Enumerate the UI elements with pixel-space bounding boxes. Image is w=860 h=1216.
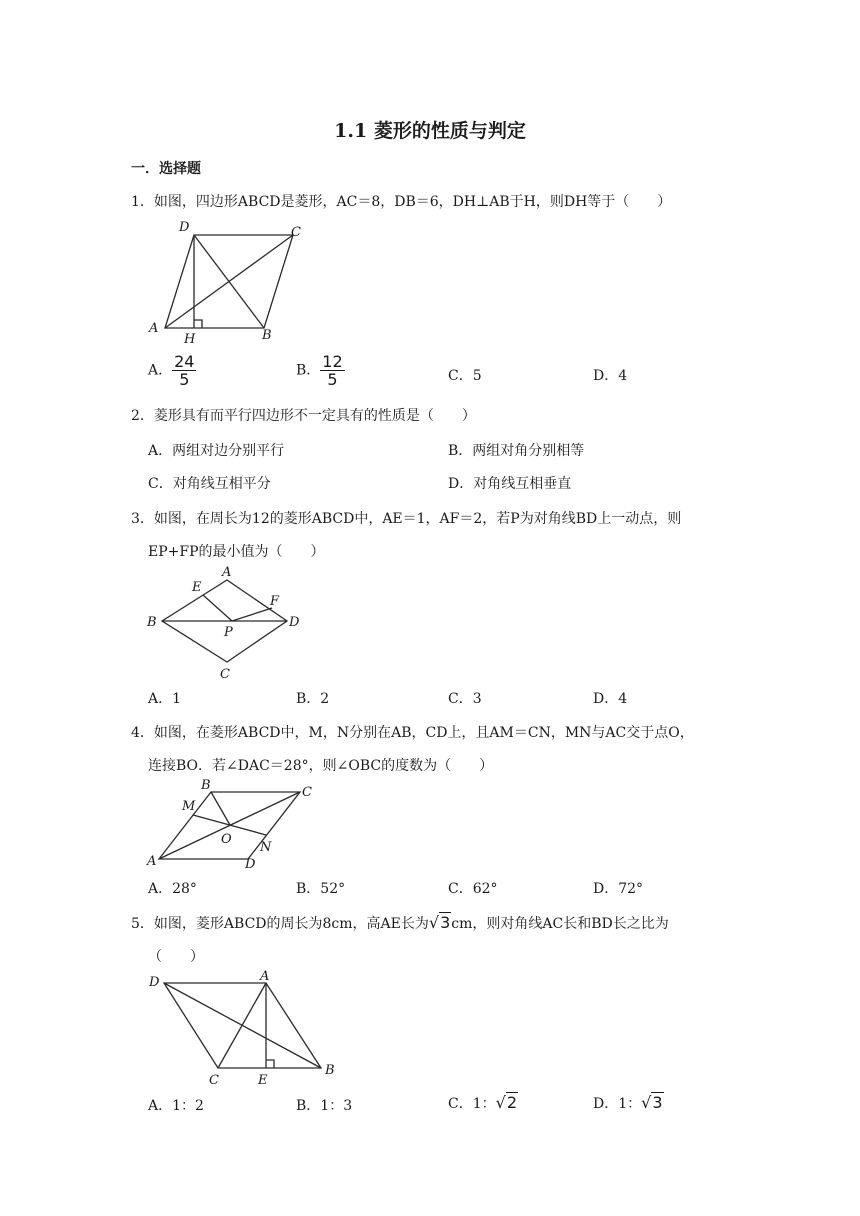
question-5-figure [140, 968, 350, 1093]
question-4-figure [140, 777, 330, 877]
q3-option-a[interactable]: A．1 [148, 691, 182, 707]
segment-fp [232, 608, 272, 621]
label-a: A [147, 854, 157, 869]
label-c: C [209, 1073, 219, 1088]
label-b: B [201, 778, 211, 793]
q1-option-d[interactable]: D．4 [593, 368, 628, 384]
question-3-stem-line1: 3．如图，在周长为12的菱形ABCD中，AE＝1，AF＝2，若P为对角线BD上一动点，则 [131, 511, 682, 527]
q2-option-b[interactable]: B．两组对角分别相等 [448, 443, 585, 459]
label-c: C [220, 667, 230, 682]
section-heading: 一．选择题 [131, 161, 201, 177]
label-e: E [258, 1073, 268, 1088]
q2-option-a[interactable]: A．两组对边分别平行 [148, 443, 285, 459]
segment-ep [203, 595, 232, 621]
question-2-stem: 2．菱形具有而平行四边形不一定具有的性质是（ ） [131, 408, 476, 424]
q3-option-d[interactable]: D．4 [593, 691, 628, 707]
q1-option-a-fraction: $\frac{24}{5}$ [174, 352, 195, 389]
q3-option-c[interactable]: C．3 [448, 691, 482, 707]
q2-option-d[interactable]: D．对角线互相垂直 [448, 476, 572, 492]
label-h: H [184, 332, 196, 347]
q4-option-c[interactable]: C．62° [448, 881, 498, 897]
question-4-stem-line1: 4．如图，在菱形ABCD中，M，N分别在AB，CD上，且AM＝CN，MN与AC交于点O， [131, 725, 694, 741]
q3-option-b[interactable]: B．2 [296, 691, 330, 707]
q1-option-c[interactable]: C．5 [448, 368, 482, 384]
label-d: D [179, 220, 190, 235]
sqrt-symbol: √2 [495, 1093, 518, 1112]
question-5-stem-line1: 5．如图，菱形ABCD的周长为8cm，高AE长为√3cm，则对角线AC长和BD长之比为 [131, 913, 669, 932]
label-m: M [182, 799, 196, 814]
diagonal-db [164, 983, 321, 1068]
q4-option-a[interactable]: A．28° [148, 881, 197, 897]
q5-option-c[interactable]: C．1：√2 [448, 1093, 518, 1112]
label-d: D [245, 857, 256, 872]
label-a: A [222, 565, 232, 580]
question-3-stem-line2: EP+FP的最小值为（ ） [148, 544, 325, 560]
sqrt-symbol: √3 [428, 913, 451, 932]
label-a: A [260, 969, 270, 984]
label-n: N [260, 840, 272, 855]
page-title: 1.1 菱形的性质与判定 [334, 120, 526, 142]
label-b: B [147, 615, 157, 630]
label-b: B [325, 1063, 335, 1078]
q4-option-d[interactable]: D．72° [593, 881, 644, 897]
q2-option-c[interactable]: C．对角线互相平分 [148, 476, 271, 492]
diagonal-db [194, 235, 264, 328]
label-d: D [149, 975, 160, 990]
label-e: E [192, 580, 202, 595]
q5-option-b[interactable]: B．1：3 [296, 1098, 353, 1114]
label-c: C [302, 785, 312, 800]
q1-option-a[interactable]: A． $\frac{24}{5}$ [148, 352, 195, 389]
label-b: B [262, 328, 272, 343]
question-1-stem: 1．如图，四边形ABCD是菱形，AC＝8，DB＝6，DH⊥AB于H，则DH等于（ ） [131, 194, 672, 210]
question-3-figure [140, 560, 320, 685]
q4-option-b[interactable]: B．52° [296, 881, 346, 897]
right-angle-mark [194, 320, 202, 328]
label-c: C [291, 225, 301, 240]
label-d: D [289, 615, 300, 630]
question-5-stem-line2: （ ） [148, 949, 204, 965]
label-p: P [224, 625, 233, 640]
q5-option-a[interactable]: A．1：2 [148, 1098, 204, 1114]
question-4-stem-line2: 连接BO．若∠DAC＝28°，则∠OBC的度数为（ ） [148, 758, 494, 774]
label-f: F [270, 594, 280, 609]
q1-option-b[interactable]: B． $\frac{12}{5}$ [296, 352, 343, 389]
right-angle-mark [266, 1060, 274, 1068]
q5-option-d[interactable]: D．1：√3 [593, 1093, 663, 1112]
q1-option-b-fraction: $\frac{12}{5}$ [322, 352, 343, 389]
label-o: O [221, 832, 232, 847]
sqrt-symbol: √3 [641, 1093, 663, 1112]
label-a: A [149, 321, 159, 336]
question-1-figure [140, 215, 320, 350]
